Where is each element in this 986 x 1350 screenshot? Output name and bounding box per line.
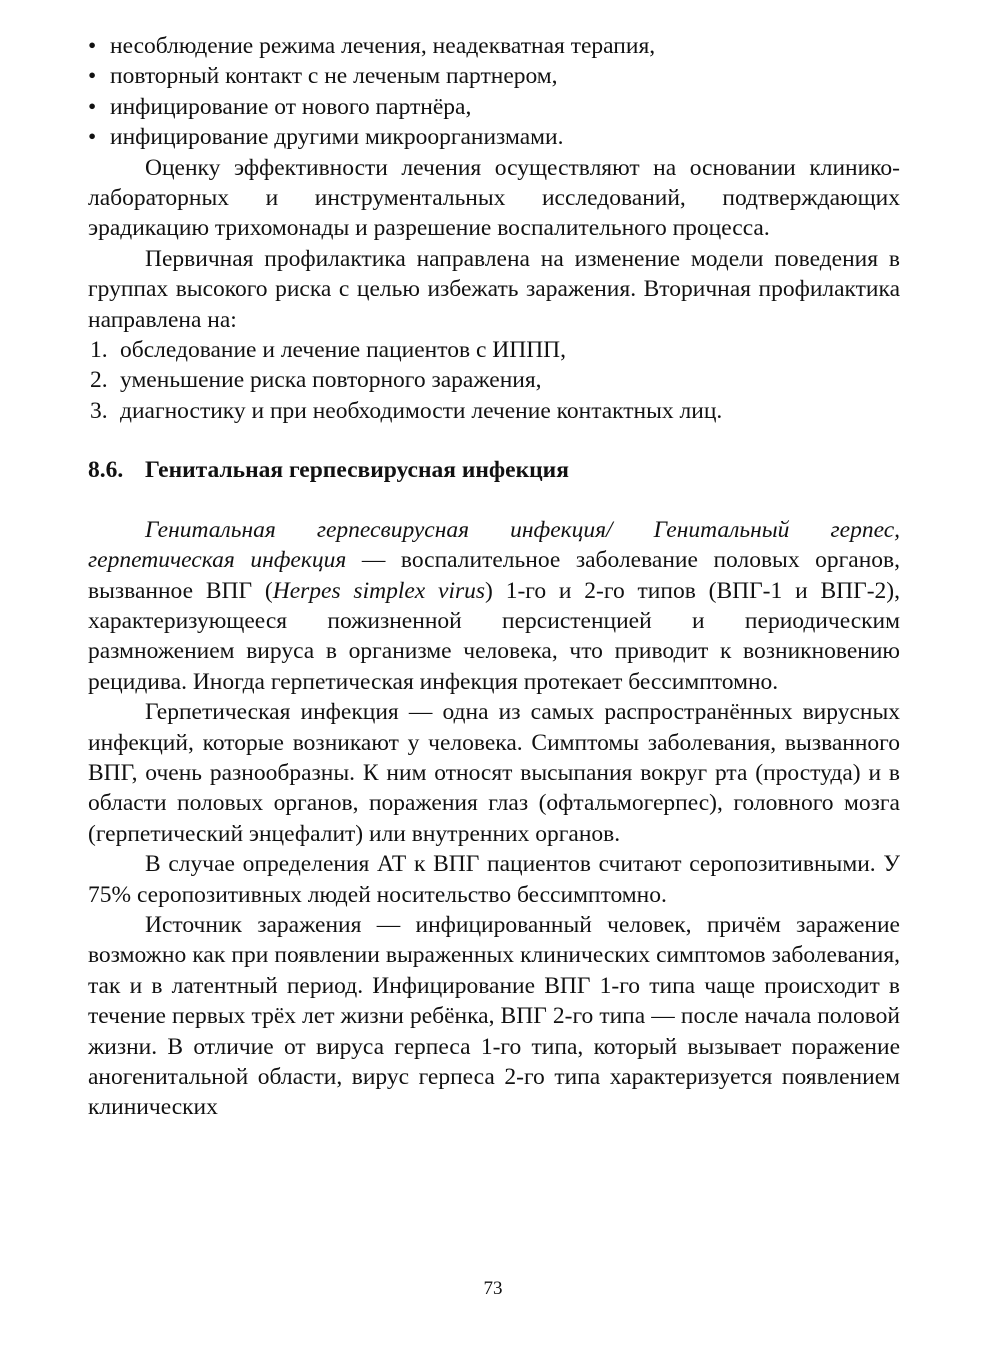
list-item-text: уменьшение риска повторного заражения,	[120, 367, 542, 394]
numbered-list	[88, 335, 900, 426]
list-item-text: инфицирование от нового партнёра,	[110, 93, 472, 120]
list-item-number: 1.	[90, 337, 108, 364]
page-content	[88, 31, 900, 1123]
list-item	[88, 61, 900, 91]
list-item-number: 3.	[90, 397, 108, 424]
bullet-icon: •	[88, 33, 97, 59]
paragraph-definition	[88, 515, 900, 697]
list-item-text: обследование и лечение пациентов с ИППП,	[120, 337, 567, 364]
list-item	[88, 31, 900, 61]
list-item-text: несоблюдение режима лечения, неадекватная терапия,	[110, 33, 656, 59]
definition-text: — воспалительное заболевание половых органов, вызванное ВПГ (	[88, 547, 900, 604]
page-number: 73	[483, 1278, 503, 1299]
list-item-text: повторный контакт с не леченым партнером,	[110, 63, 558, 90]
paragraph-efficiency: Оценку эффективности лечения осуществляют на основании клинико-лабораторных и инструментальных исследований, подтверждающих эрадикацию трихомонады и разрешение воспалительного процесса.	[88, 154, 900, 242]
bullet-icon: •	[88, 93, 97, 120]
paragraph-source: Источник заражения — инфицированный человек, причём заражение возможно как при появлении выраженных клинических симптомов заболевания, так и в латентный период. Инфицирование ВПГ 1-го типа чаще происходит в течение первых трёх лет жизни ребёнка, ВПГ 2-го типа — после начала половой жизни. В отличие от вируса герпеса 1-го типа, который вызывает поражение аногенитальной области, вирус герпеса 2-го типа характеризуется появлением клинических	[88, 911, 900, 1121]
section-number: 8.6.	[88, 457, 124, 484]
list-item	[88, 92, 900, 122]
list-item-text: инфицирование другими микроорганизмами.	[110, 124, 564, 151]
definition-term: Генитальная герпесвирусная инфекция/ Генитальный герпес, герпетическая инфекция	[88, 516, 900, 574]
section-title: Генитальная герпесвирусная инфекция	[145, 457, 569, 484]
list-item-number: 2.	[90, 367, 108, 394]
latin-name: Herpes simplex virus	[272, 577, 486, 604]
list-item	[88, 396, 900, 426]
bullet-icon: •	[88, 63, 97, 90]
bullet-list	[88, 31, 900, 153]
section-heading	[88, 455, 900, 485]
bullet-icon: •	[88, 124, 97, 151]
paragraph-prophylaxis: Первичная профилактика направлена на изменение модели поведения в группах высокого риска с целью избежать заражения. Вторичная профилактика направлена на:	[88, 245, 900, 333]
list-item	[88, 335, 900, 365]
list-item	[88, 365, 900, 395]
list-item-text: диагностику и при необходимости лечение контактных лиц.	[120, 397, 723, 424]
definition-text-continued: ) 1-го и 2-го типов (ВПГ-1 и ВПГ-2), характеризующееся пожизненной персистенцией и периодическим размножением вируса в организме человека, что приводит к возникновению рецидива. Иногда герпетическая инфекция протекает бессимптомно.	[88, 577, 900, 695]
list-item	[88, 122, 900, 152]
paragraph-seropositive: В случае определения АТ к ВПГ пациентов считают серопозитивными. У 75% серопозитивных людей носительство бессимптомно.	[88, 851, 900, 908]
paragraph-common: Герпетическая инфекция — одна из самых распространённых вирусных инфекций, которые возникают у человека. Симптомы заболевания, вызванного ВПГ, очень разнообразны. К ним относят высыпания вокруг рта (простуда) и в области половых органов, поражения глаз (офтальмогерпес), головного мозга (герпетический энцефалит) или внутренних органов.	[88, 699, 900, 847]
